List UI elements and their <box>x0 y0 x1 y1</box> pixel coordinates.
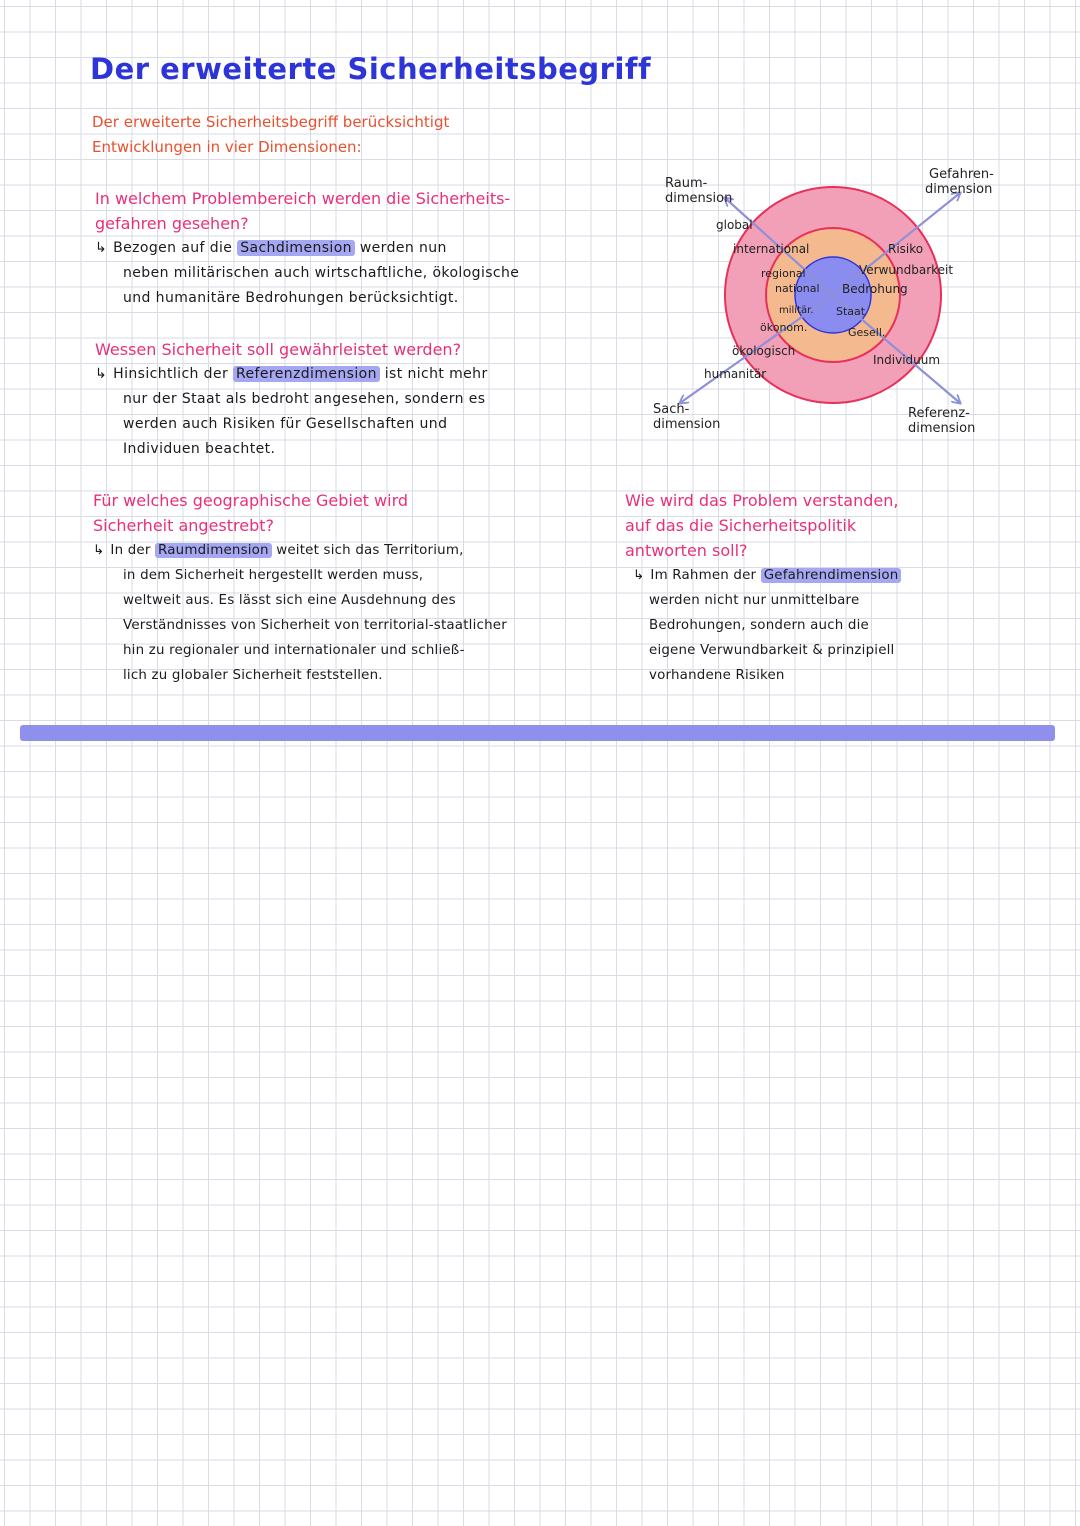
arrow-icon: ↳ <box>95 240 108 256</box>
label-gefahrendimension: Gefahren- dimension <box>925 167 994 197</box>
divider-bar <box>20 725 1055 741</box>
highlight-sachdimension: Sachdimension <box>237 240 355 256</box>
label-individuum: Individuum <box>873 353 941 367</box>
question-gefahren-line-1: Wie wird das Problem verstanden, <box>625 491 899 510</box>
label-regional: regional <box>761 267 806 280</box>
answer-referenz: ↳ Hinsichtlich der Referenzdimension ist nicht mehr nur der Staat als bedroht angesehen, sondern es werden auch Risiken für Gesellschaften und Individuen beachtet. <box>95 366 488 457</box>
section-sachdimension <box>95 186 645 311</box>
label-bedrohung: Bedrohung <box>842 282 908 296</box>
label-gesell: Gesell. <box>848 326 886 339</box>
question-gefahren-line-3: antworten soll? <box>625 541 748 560</box>
question-sach-line-2: gefahren gesehen? <box>95 214 249 233</box>
section-raumdimension <box>93 488 638 688</box>
label-sachdimension: Sach- dimension <box>653 402 721 432</box>
intro-text <box>92 110 449 160</box>
answer-gefahren: ↳ Im Rahmen der Gefahrendimension werden nicht nur unmittelbare Bedrohungen, sondern auch die eigene Verwundbarkeit & prinzipiell vorhandene Risiken <box>625 563 1065 688</box>
section-gefahrendimension <box>625 488 1065 688</box>
highlight-referenzdimension: Referenzdimension <box>233 366 380 382</box>
label-global: global <box>716 218 753 232</box>
arrow-icon: ↳ <box>93 543 105 558</box>
highlight-gefahrendimension: Gefahrendimension <box>761 568 902 583</box>
section-referenzdimension <box>95 337 635 462</box>
label-oekologisch: ökologisch <box>732 344 796 358</box>
label-raumdimension: Raum- dimension <box>665 176 733 206</box>
intro-line-1: Der erweiterte Sicherheitsbegriff berücksichtigt <box>92 113 450 131</box>
label-international: international <box>733 242 810 256</box>
label-oekonom: ökonom. <box>760 321 808 334</box>
arrow-icon: ↳ <box>95 366 108 382</box>
highlight-raumdimension: Raumdimension <box>155 543 272 558</box>
answer-raum: ↳ In der Raumdimension weitet sich das Territorium, in dem Sicherheit hergestellt werden muss, weltweit aus. Es lässt sich eine Ausdehnung des Verständnisses von Sicherheit von territorial-staatlicher hin zu regionaler und internationaler und schließ- lich zu globaler Sicherheit feststellen. <box>93 543 507 683</box>
answer-sach: ↳ Bezogen auf die Sachdimension werden nun neben militärischen auch wirtschaftliche, ökologische und humanitäre Bedrohungen berücksichtigt. <box>95 240 520 306</box>
label-national: national <box>775 282 820 295</box>
question-raum-line-1: Für welches geographische Gebiet wird <box>93 491 409 510</box>
security-dimensions-diagram <box>640 160 1060 450</box>
page-title: Der erweiterte Sicherheitsbegriff <box>90 52 652 86</box>
question-sach-line-1: In welchem Problembereich werden die Sicherheits- <box>95 189 511 208</box>
label-verwundbarkeit: Verwundbarkeit <box>859 263 954 277</box>
question-gefahren-line-2: auf das die Sicherheitspolitik <box>625 516 857 535</box>
label-referenzdimension: Referenz- dimension <box>908 406 976 436</box>
question-referenz: Wessen Sicherheit soll gewährleistet werden? <box>95 340 462 359</box>
question-raum-line-2: Sicherheit angestrebt? <box>93 516 275 535</box>
label-militaer: militär. <box>779 305 814 316</box>
label-humanitaer: humanitär <box>704 367 767 381</box>
intro-line-2: Entwicklungen in vier Dimensionen: <box>92 138 362 156</box>
label-staat: Staat <box>836 305 866 318</box>
label-risiko: Risiko <box>888 242 924 256</box>
arrow-icon: ↳ <box>633 568 645 583</box>
